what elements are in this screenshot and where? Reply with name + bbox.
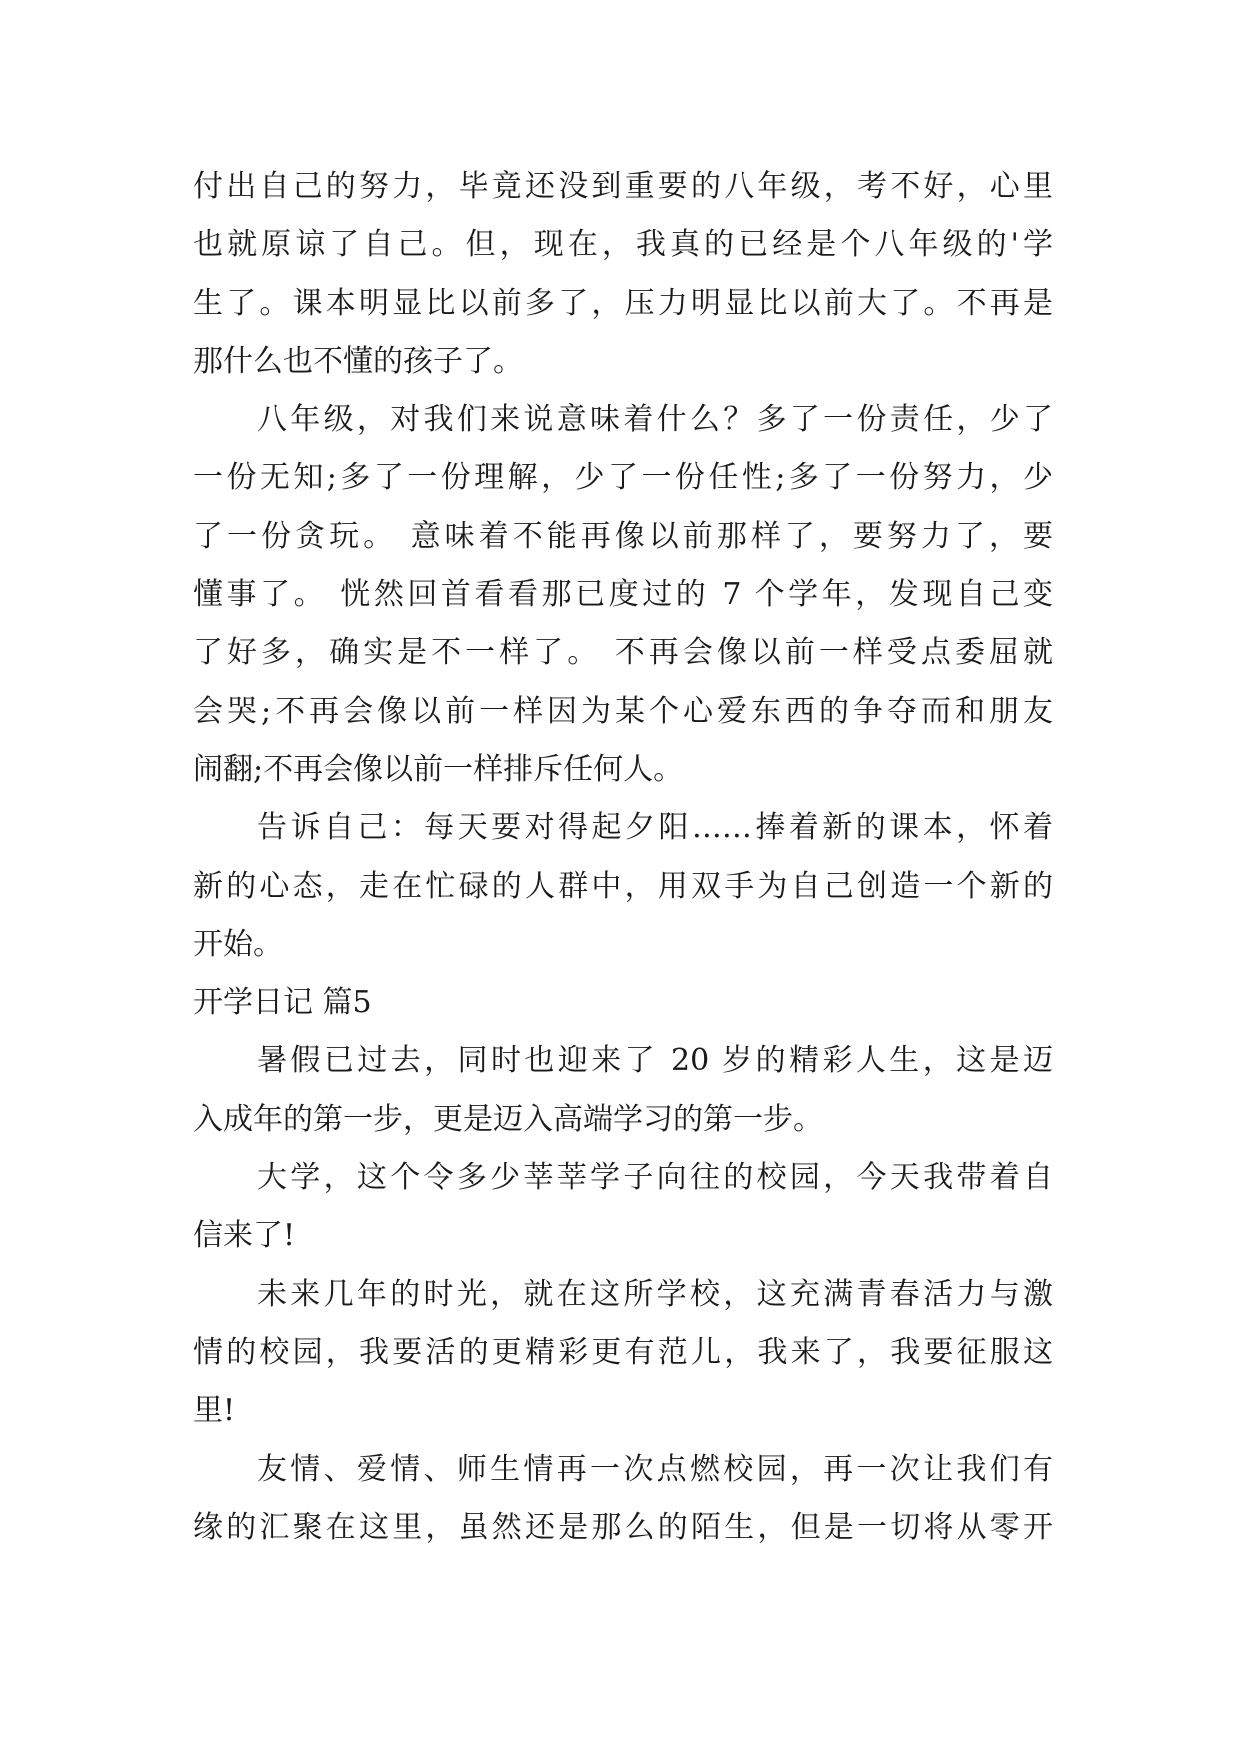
text-line: 情的校园，我要活的更精彩更有范儿，我来了，我要征服这 <box>193 1334 1053 1370</box>
text-line: 闹翻;不再会像以前一样排斥任何人。 <box>193 751 684 787</box>
text-line: 会哭;不再会像以前一样因为某个心爱东西的争夺而和朋友 <box>193 693 1053 729</box>
text-line: 暑假已过去，同时也迎来了 20 岁的精彩人生，这是迈 <box>257 1043 1053 1079</box>
section-heading: 开学日记 篇5 <box>193 985 372 1021</box>
text-line: 大学，这个令多少莘莘学子向往的校园，今天我带着自 <box>257 1160 1053 1196</box>
text-line: 那什么也不懂的孩子了。 <box>193 343 523 379</box>
text-line: 付出自己的努力，毕竟还没到重要的八年级，考不好，心里 <box>193 169 1053 204</box>
text-line: 一份无知;多了一份理解，少了一份任性;多了一份努力，少 <box>193 460 1053 496</box>
text-line: 入成年的第一步，更是迈入高端学习的第一步。 <box>193 1101 823 1137</box>
text-line: 缘的汇聚在这里，虽然还是那么的陌生，但是一切将从零开 <box>193 1509 1053 1545</box>
text-line: 信来了! <box>193 1218 296 1254</box>
text-line: 懂事了。 恍然回首看看那已度过的 7 个学年，发现自己变 <box>193 577 1053 613</box>
text-line: 了一份贪玩。 意味着不能再像以前那样了，要努力了，要 <box>193 518 1053 554</box>
text-line: 友情、爱情、师生情再一次点燃校园，再一次让我们有 <box>257 1451 1053 1487</box>
text-line: 里! <box>193 1393 236 1429</box>
text-line: 八年级，对我们来说意味着什么？多了一份责任，少了 <box>257 402 1053 438</box>
text-line: 也就原谅了自己。但，现在，我真的已经是个八年级的'学 <box>193 227 1053 263</box>
document-body <box>193 158 1053 1557</box>
text-line: 新的心态，走在忙碌的人群中，用双手为自己创造一个新的 <box>193 868 1053 904</box>
text-line: 开始。 <box>193 926 283 962</box>
text-line: 告诉自己：每天要对得起夕阳……捧着新的课本，怀着 <box>257 810 1053 846</box>
text-line: 了好多，确实是不一样了。 不再会像以前一样受点委屈就 <box>193 635 1053 671</box>
text-line: 生了。课本明显比以前多了，压力明显比以前大了。不再是 <box>193 285 1053 321</box>
text-line: 未来几年的时光，就在这所学校，这充满青春活力与激 <box>257 1276 1053 1312</box>
